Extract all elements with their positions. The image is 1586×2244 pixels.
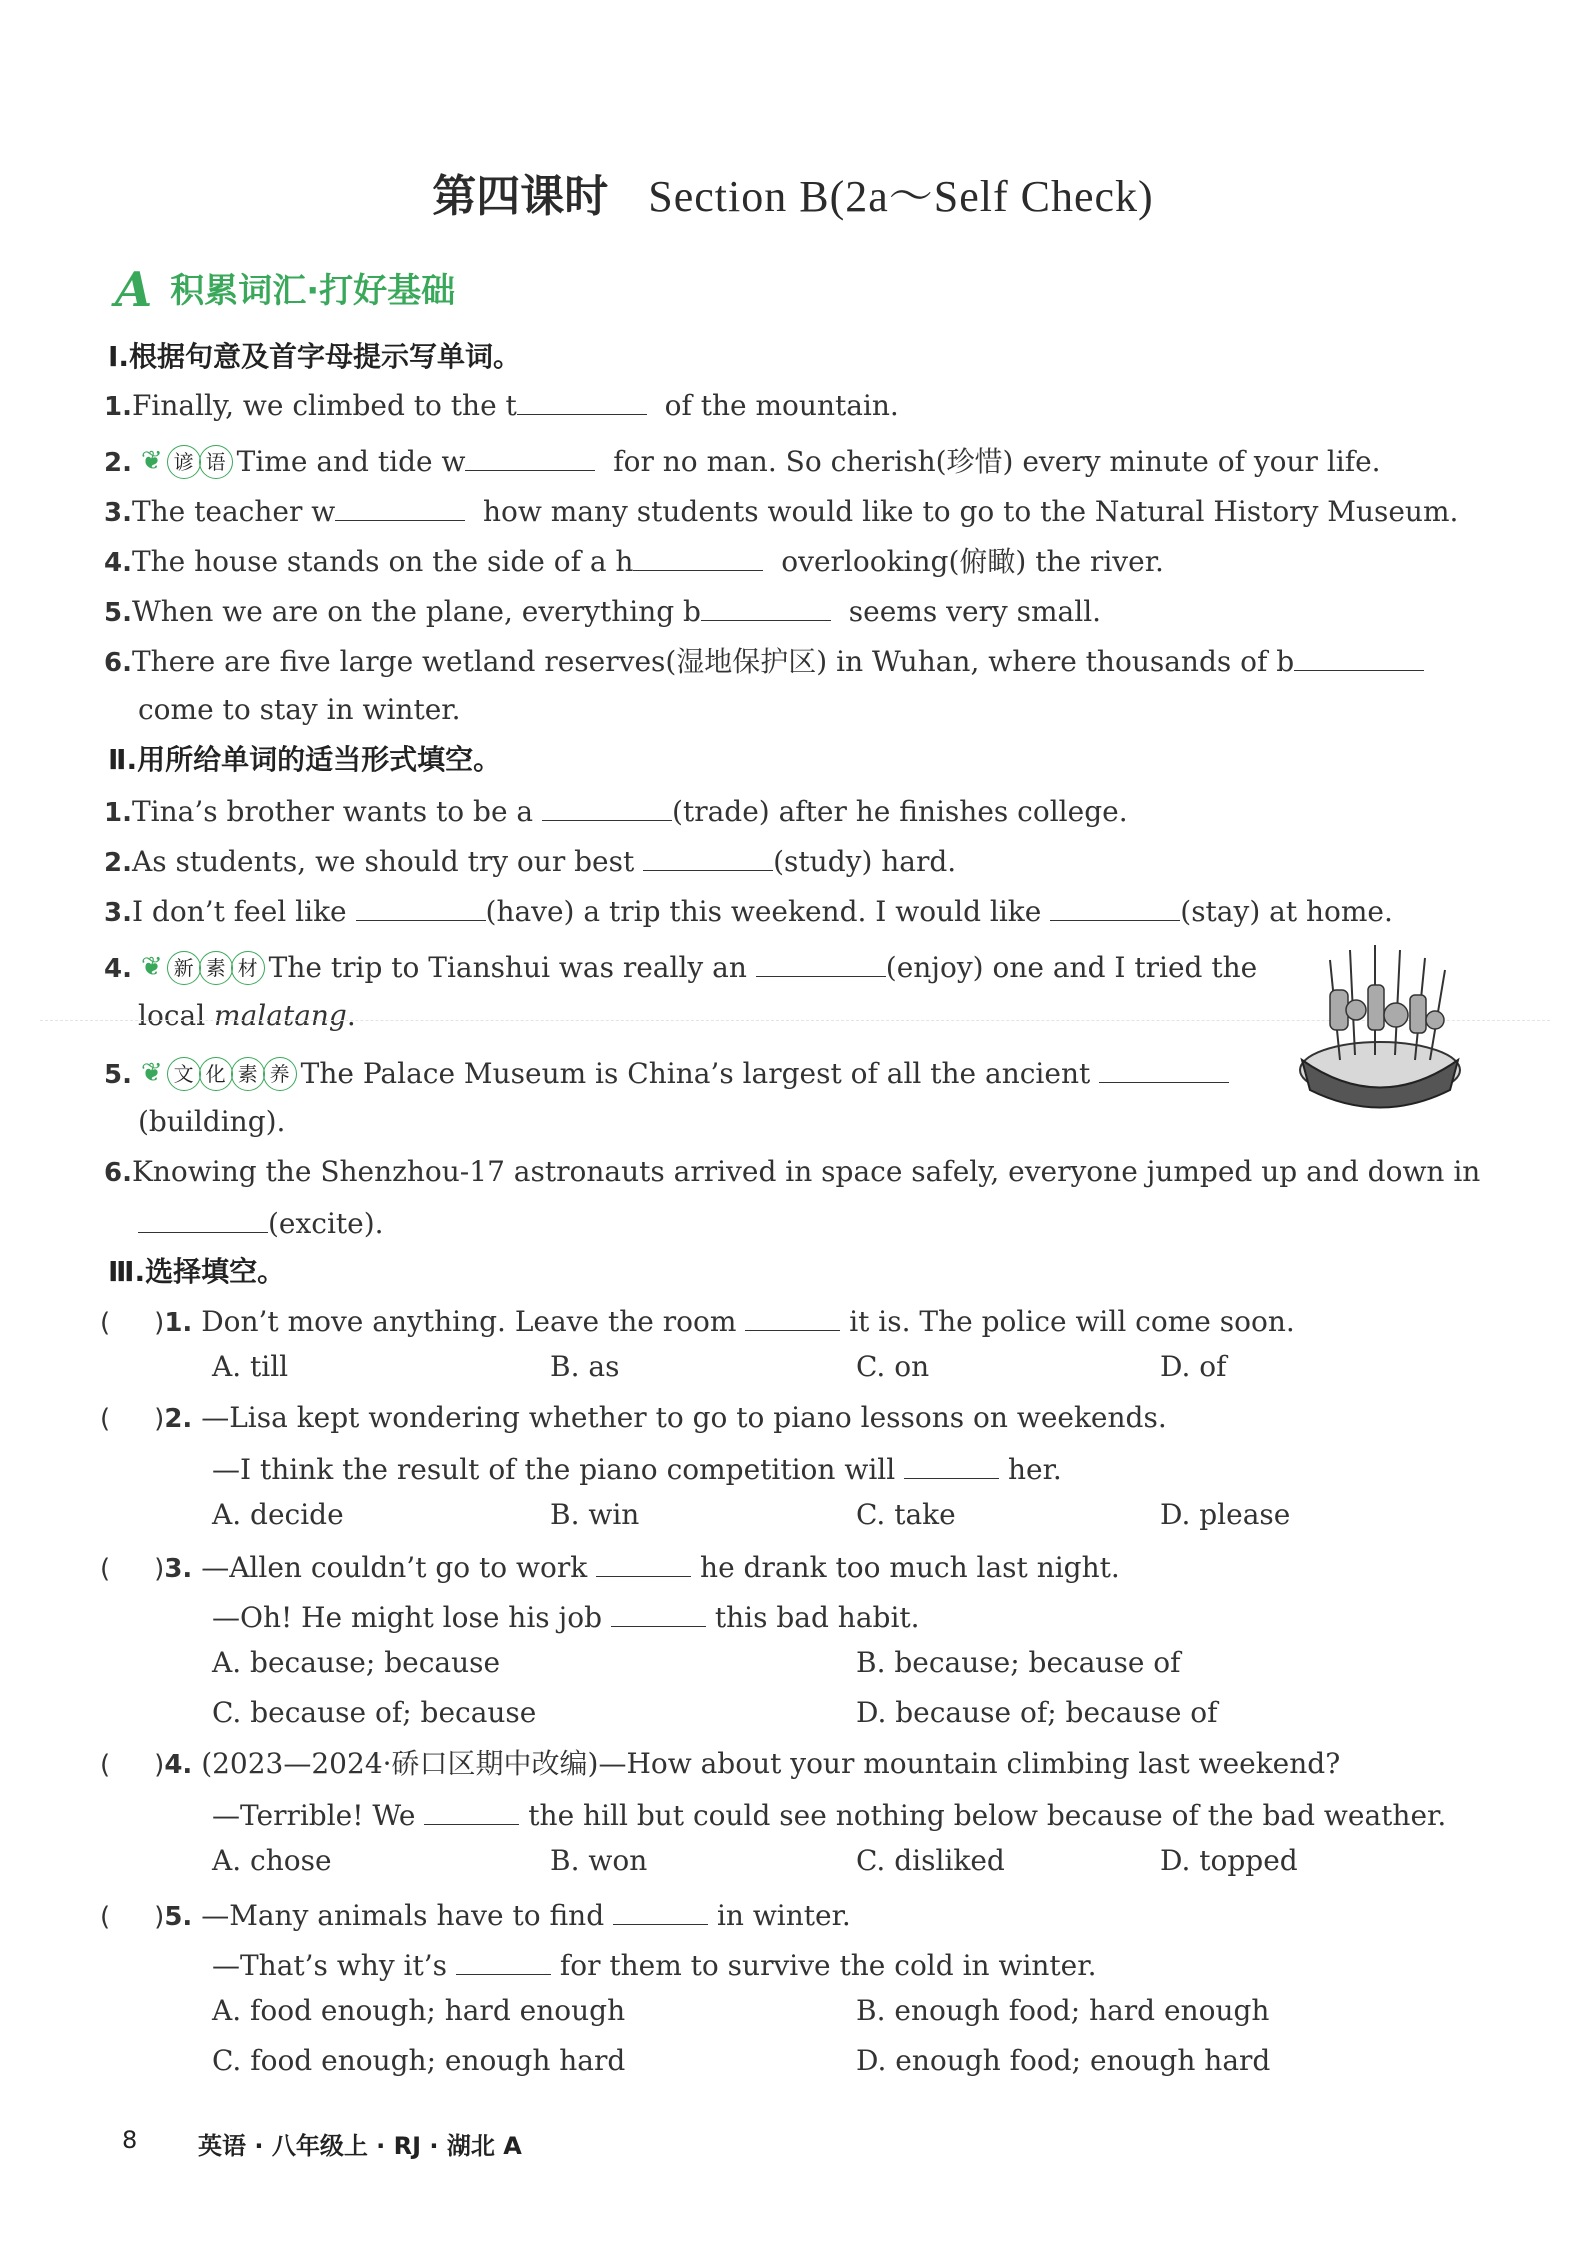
option-a[interactable]: A. food enough; hard enough [212, 1994, 626, 2027]
part2-item-1: 1.Tina’s brother wants to be a (trade) after he finishes college. [104, 790, 1128, 833]
part1-item-4: 4.The house stands on the side of a h overlooking(俯瞰) the river. [104, 540, 1164, 583]
part1-item-1: 1.Finally, we climbed to the t of the mountain. [104, 384, 899, 427]
part1-item-6-cont: come to stay in winter. [138, 693, 461, 726]
answer-blank[interactable] [596, 1546, 691, 1577]
part2-item-6-cont: (excite). [138, 1202, 384, 1244]
option-b[interactable]: B. as [550, 1350, 620, 1383]
answer-blank[interactable] [904, 1448, 999, 1479]
answer-blank[interactable] [335, 490, 465, 521]
mc-question-2-reply: —I think the result of the piano competition will her. [212, 1448, 1062, 1490]
part2-item-6: 6.Knowing the Shenzhou-17 astronauts arrived in space safely, everyone jumped up and down in [104, 1155, 1481, 1188]
option-c[interactable]: C. disliked [856, 1844, 1005, 1877]
option-d[interactable]: D. enough food; enough hard [856, 2044, 1271, 2077]
mc-question-4-reply: —Terrible! We the hill but could see nothing below because of the bad weather. [212, 1794, 1446, 1836]
part2-item-4: 4. ❦ 新 素 材 The trip to Tianshui was really an (enjoy) one and I tried the [104, 946, 1257, 989]
part2-item-5-cont: (building). [138, 1105, 286, 1138]
answer-blank[interactable] [633, 540, 763, 571]
option-c[interactable]: C. on [856, 1350, 930, 1383]
answer-blank[interactable] [613, 1894, 708, 1925]
section-letter: A [115, 262, 153, 318]
leaf-icon: ❦ [140, 952, 163, 982]
option-b[interactable]: B. win [550, 1498, 640, 1531]
option-a[interactable]: A. chose [212, 1844, 332, 1877]
proverb-tag: ❦ 谚 语 [141, 441, 231, 483]
part2-item-3: 3.I don’t feel like (have) a trip this weekend. I would like (stay) at home. [104, 890, 1393, 933]
book-info: 英语 · 八年级上 · RJ · 湖北 A [198, 2132, 522, 2160]
answer-blank[interactable] [756, 946, 886, 977]
option-d[interactable]: D. of [1160, 1350, 1227, 1383]
part1-item-6: 6.There are five large wetland reserves(湿地保护区) in Wuhan, where thousands of b [104, 640, 1424, 683]
mc-question-5: ( )5. —Many animals have to find in winter. [100, 1894, 851, 1937]
mc-question-3: ( )3. —Allen couldn’t go to work he drank too much last night. [100, 1546, 1120, 1589]
option-c[interactable]: C. food enough; enough hard [212, 2044, 626, 2077]
leaf-icon: ❦ [140, 1058, 163, 1088]
part2-item-5: 5. ❦ 文 化 素 养 The Palace Museum is China’s largest of all the ancient [104, 1052, 1229, 1095]
lesson-label: 第四课时 [432, 171, 609, 222]
option-c[interactable]: C. because of; because [212, 1696, 537, 1729]
part1-heading: Ⅰ.根据句意及首字母提示写单词。 [108, 340, 522, 373]
answer-blank[interactable] [643, 840, 773, 871]
option-d[interactable]: D. please [1160, 1498, 1291, 1531]
answer-blank[interactable] [424, 1794, 519, 1825]
section-label: Section B(2a～Self Check) [648, 172, 1154, 221]
answer-blank[interactable] [138, 1202, 268, 1233]
mc-question-5-reply: —That’s why it’s for them to survive the cold in winter. [212, 1944, 1096, 1986]
option-c[interactable]: C. take [856, 1498, 956, 1531]
answer-blank[interactable] [701, 590, 831, 621]
answer-blank[interactable] [1050, 890, 1180, 921]
part1-item-2: 2. ❦ 谚 语 Time and tide w for no man. So cherish(珍惜) every minute of your life. [104, 440, 1381, 483]
option-d[interactable]: D. topped [1160, 1844, 1298, 1877]
culture-tag: ❦ 文 化 素 养 [141, 1053, 295, 1095]
part2-heading: Ⅱ.用所给单词的适当形式填空。 [108, 743, 502, 776]
answer-blank[interactable] [1099, 1052, 1229, 1083]
answer-blank[interactable] [611, 1596, 706, 1627]
option-d[interactable]: D. because of; because of [856, 1696, 1218, 1729]
option-a[interactable]: A. till [212, 1350, 289, 1383]
option-a[interactable]: A. decide [212, 1498, 344, 1531]
answer-blank[interactable] [745, 1300, 840, 1331]
page-number: 8 [122, 2126, 138, 2154]
page-title [0, 160, 1586, 224]
answer-blank[interactable] [517, 384, 647, 415]
answer-blank[interactable] [356, 890, 486, 921]
mc-question-3-reply: —Oh! He might lose his job this bad habit. [212, 1596, 920, 1638]
section-title: 积累词汇·打好基础 [170, 271, 456, 311]
option-b[interactable]: B. because; because of [856, 1646, 1181, 1679]
answer-blank[interactable] [456, 1944, 551, 1975]
part1-item-3: 3.The teacher w how many students would like to go to the Natural History Museum. [104, 490, 1458, 533]
section-a-header [115, 262, 455, 318]
part2-item-4-cont: local malatang. [138, 999, 356, 1032]
malatang-illustration [1290, 940, 1470, 1115]
answer-blank[interactable] [542, 790, 672, 821]
mc-question-4: ( )4. (2023—2024·硚口区期中改编)—How about your mountain climbing last weekend? [100, 1747, 1341, 1780]
option-b[interactable]: B. enough food; hard enough [856, 1994, 1270, 2027]
answer-blank[interactable] [465, 440, 595, 471]
option-b[interactable]: B. won [550, 1844, 648, 1877]
mc-question-1: ( )1. Don’t move anything. Leave the room it is. The police will come soon. [100, 1300, 1295, 1343]
mc-question-2: ( )2. —Lisa kept wondering whether to go to piano lessons on weekends. [100, 1401, 1167, 1434]
part2-item-2: 2.As students, we should try our best (study) hard. [104, 840, 956, 883]
answer-blank[interactable] [1294, 640, 1424, 671]
option-a[interactable]: A. because; because [212, 1646, 501, 1679]
new-material-tag: ❦ 新 素 材 [141, 947, 263, 989]
leaf-icon: ❦ [140, 446, 163, 476]
part3-heading: Ⅲ.选择填空。 [108, 1255, 286, 1288]
part1-item-5: 5.When we are on the plane, everything b seems very small. [104, 590, 1101, 633]
